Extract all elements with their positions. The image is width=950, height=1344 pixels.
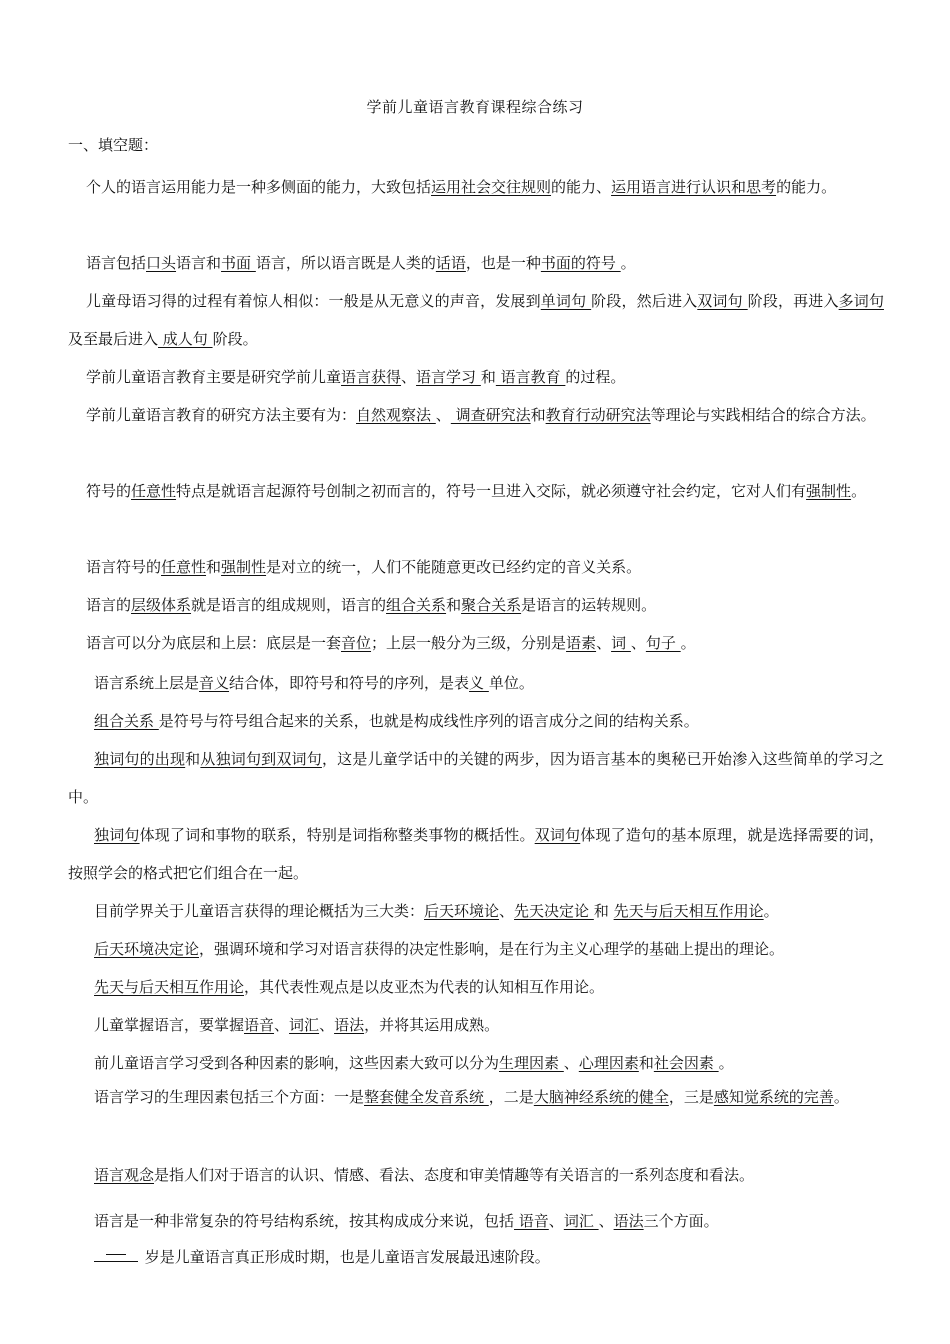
answer-text: 先天决定论: [514, 902, 594, 920]
answer-text: 从独词句到双词句: [200, 750, 322, 768]
fill-blank-item: [68, 472, 884, 510]
answer-text: 词汇: [563, 1212, 599, 1230]
question-text: 阶段，再进入: [747, 292, 839, 310]
answer-text: 后天环境论: [424, 902, 500, 920]
question-text: 、: [596, 634, 612, 652]
fill-blank-item: [68, 282, 884, 358]
answer-text: 任意性: [131, 482, 177, 500]
question-text: 语言，所以语言既是人类的: [255, 254, 436, 272]
fill-blank-item: [68, 1078, 884, 1116]
question-text: 。: [620, 254, 636, 272]
question-text: 符号的: [86, 482, 132, 500]
question-text: 。: [680, 634, 696, 652]
question-text: 、: [598, 1212, 614, 1230]
question-text: 和: [530, 406, 546, 424]
question-text: ；上层一般分为三级，分别是: [371, 634, 567, 652]
document-title: 学前儿童语言教育课程综合练习: [366, 98, 584, 116]
fill-blank-item: [68, 702, 884, 740]
question-text: 的过程。: [565, 368, 626, 386]
answer-text: 独词句: [94, 826, 140, 844]
answer-text: 生理因素: [499, 1054, 564, 1072]
answer-text: 书面: [221, 254, 256, 272]
fill-blank-item: [68, 1044, 884, 1082]
answer-text: 话语: [435, 254, 466, 272]
fill-blank-item: [68, 1006, 884, 1044]
answer-text: 感知觉系统的完善: [713, 1088, 834, 1106]
question-text: 学前儿童语言教育主要是研究学前儿童: [86, 368, 342, 386]
answer-text: 口头: [146, 254, 177, 272]
answer-text: 强制性: [806, 482, 852, 500]
question-text: 及至最后进入: [68, 330, 159, 348]
question-text: 就是语言的组成规则，语言的: [191, 596, 387, 614]
answer-text: 语言获得: [341, 368, 402, 386]
answer-text: 组合关系: [386, 596, 447, 614]
question-text: 。: [833, 1088, 849, 1106]
answer-text: 音位: [341, 634, 372, 652]
answer-text: 词: [611, 634, 631, 652]
question-text: 岁是儿童语言真正形成时期，也是儿童语言发展最迅速阶段。: [140, 1248, 550, 1266]
answer-text: 层级体系: [131, 596, 192, 614]
fill-blank-item: [68, 1156, 884, 1194]
question-text: 是指人们对于语言的认识、情感、看法、态度和审美情趣等有关语言的一系列态度和看法。: [154, 1166, 755, 1184]
question-text: 、: [548, 1212, 564, 1230]
question-text: 是对立的统一，人们不能随意更改已经约定的音义关系。: [266, 558, 642, 576]
answer-text: 运用社会交往规则: [431, 178, 552, 196]
question-text: 个人的语言运用能力是一种多侧面的能力，大致包括: [86, 178, 432, 196]
fill-blank-item: [68, 586, 884, 624]
question-text: 、: [499, 902, 515, 920]
answer-text: 任意性: [161, 558, 207, 576]
question-text: 语言和: [176, 254, 222, 272]
answer-text: 教育行动研究法: [545, 406, 651, 424]
answer-text: 调查研究法: [450, 406, 531, 424]
answer-text: 语音: [514, 1212, 549, 1230]
question-text: 前儿童语言学习受到各种因素的影响，这些因素大致可以分为: [94, 1054, 500, 1072]
question-text: ，三是: [668, 1088, 714, 1106]
answer-text: 语音: [244, 1016, 275, 1034]
question-text: 、: [401, 368, 417, 386]
question-text: 的能力。: [776, 178, 837, 196]
answer-text: 双词句: [697, 292, 748, 310]
question-text: ，强调环境和学习对语言获得的决定性影响，是在行为主义心理学的基础上提出的理论。: [199, 940, 785, 958]
section-heading: 一、填空题：: [68, 136, 159, 154]
fill-blank-item: [68, 1202, 884, 1240]
answer-text: 先天与后天相互作用论: [94, 978, 245, 996]
answer-text: 成人句: [158, 330, 213, 348]
question-text: 。: [851, 482, 867, 500]
answer-text: 心理因素: [578, 1054, 639, 1072]
answer-text: 语法: [613, 1212, 644, 1230]
answer-text: 书面的符号: [540, 254, 621, 272]
answer-text: 聚合关系: [461, 596, 522, 614]
question-text: 和: [185, 750, 201, 768]
question-text: 和: [480, 368, 496, 386]
question-text: 儿童掌握语言，要掌握: [94, 1016, 245, 1034]
question-text: 、: [435, 406, 451, 424]
question-text: 儿童母语习得的过程有着惊人相似：一般是从无意义的声音，发展到: [86, 292, 541, 310]
question-text: 阶段，然后进入: [591, 292, 698, 310]
question-text: 语言是一种非常复杂的符号结构系统，按其构成成分来说，包括: [94, 1212, 515, 1230]
question-text: 是符号与符号组合起来的关系，也就是构成线性序列的语言成分之间的结构关系。: [158, 712, 699, 730]
question-text: 语言学习的生理因素包括三个方面：一是: [94, 1088, 365, 1106]
question-text: 和: [638, 1054, 654, 1072]
fill-blank-item: [68, 740, 884, 816]
question-text: 语言包括: [86, 254, 147, 272]
answer-text: 社会因素: [653, 1054, 719, 1072]
answer-text: 整套健全发音系统: [364, 1088, 489, 1106]
answer-text: 句子: [645, 634, 681, 652]
fill-blank-item: [68, 892, 884, 930]
question-text: 、: [563, 1054, 579, 1072]
answer-text: 语言教育: [495, 368, 566, 386]
question-text: 、: [630, 634, 646, 652]
question-text: 的能力、: [551, 178, 612, 196]
question-text: 等理论与实践相结合的综合方法。: [650, 406, 876, 424]
question-text: 单位。: [488, 674, 534, 692]
question-text: 体现了词和事物的联系，特别是词指称整类事物的概括性。: [139, 826, 535, 844]
fill-blank-item: [68, 930, 884, 968]
fill-blank-item: [68, 968, 884, 1006]
fill-blank-item: [68, 396, 884, 434]
question-text: 语言可以分为底层和上层：底层是一套: [86, 634, 342, 652]
question-text: ，也是一种: [465, 254, 541, 272]
question-text: 和: [206, 558, 222, 576]
question-text: ，其代表性观点是以皮亚杰为代表的认知相互作用论。: [244, 978, 605, 996]
question-text: 特点是就语言起源符号创制之初而言的，符号一旦进入交际，就必须遵守社会约定，它对人们有: [176, 482, 807, 500]
answer-text: 后天环境决定论: [94, 940, 200, 958]
answer-text: 大脑神经系统的健全: [533, 1088, 669, 1106]
question-text: 语言符号的: [86, 558, 162, 576]
question-text: 是语言的运转规则。: [521, 596, 657, 614]
answer-text: 语言观念: [94, 1166, 155, 1184]
answer-text: 单词句: [540, 292, 592, 310]
answer-text: 双词句: [534, 826, 581, 844]
answer-text: 多词句: [838, 292, 884, 310]
question-text: 。: [763, 902, 779, 920]
fill-blank-item: [68, 548, 884, 586]
answer-text: 语素: [566, 634, 597, 652]
fill-blank-item: [68, 816, 884, 892]
question-text: 结合体，即符号和符号的序列，是表: [229, 674, 470, 692]
question-text: 、: [274, 1016, 290, 1034]
answer-text: 语言学习: [416, 368, 481, 386]
answer-text: 强制性: [221, 558, 267, 576]
question-text: 体现了造句的基本原理，就是选择需要的词，按照学会的格式把它们组合在一起。: [68, 826, 884, 882]
answer-text: 先天与后天相互作用论: [613, 902, 764, 920]
question-text: 目前学界关于儿童语言获得的理论概括为三大类：: [94, 902, 425, 920]
answer-blank: [94, 1247, 138, 1262]
answer-text: 音义: [199, 674, 230, 692]
answer-text: 组合关系: [94, 712, 159, 730]
question-text: 语言系统上层是: [94, 674, 200, 692]
question-text: 、: [319, 1016, 335, 1034]
question-text: ，这是儿童学话中的关键的两步，因为语言基本的奥秘已开始渗入这些简单的学习之中。: [68, 750, 884, 806]
answer-text: 运用语言进行认识和思考: [611, 178, 777, 196]
question-text: ，并将其运用成熟。: [364, 1016, 500, 1034]
answer-text: 独词句的出现: [94, 750, 186, 768]
question-text: 和: [446, 596, 462, 614]
fill-blank-item: [68, 1238, 884, 1276]
fill-blank-item: [68, 358, 884, 396]
answer-text: 义: [469, 674, 489, 692]
fill-blank-item: [68, 244, 884, 282]
answer-text: 语法: [334, 1016, 365, 1034]
answer-text: 自然观察法: [356, 406, 436, 424]
question-text: 学前儿童语言教育的研究方法主要有为：: [86, 406, 357, 424]
fill-blank-item: [68, 624, 884, 662]
question-text: 三个方面。: [643, 1212, 719, 1230]
question-text: 和: [593, 902, 614, 920]
question-text: 阶段。: [212, 330, 258, 348]
fill-blank-item: [68, 168, 884, 206]
question-text: 。: [718, 1054, 734, 1072]
question-text: 语言的: [86, 596, 132, 614]
question-text: ，二是: [488, 1088, 534, 1106]
answer-text: 词汇: [289, 1016, 320, 1034]
fill-blank-item: [68, 664, 884, 702]
